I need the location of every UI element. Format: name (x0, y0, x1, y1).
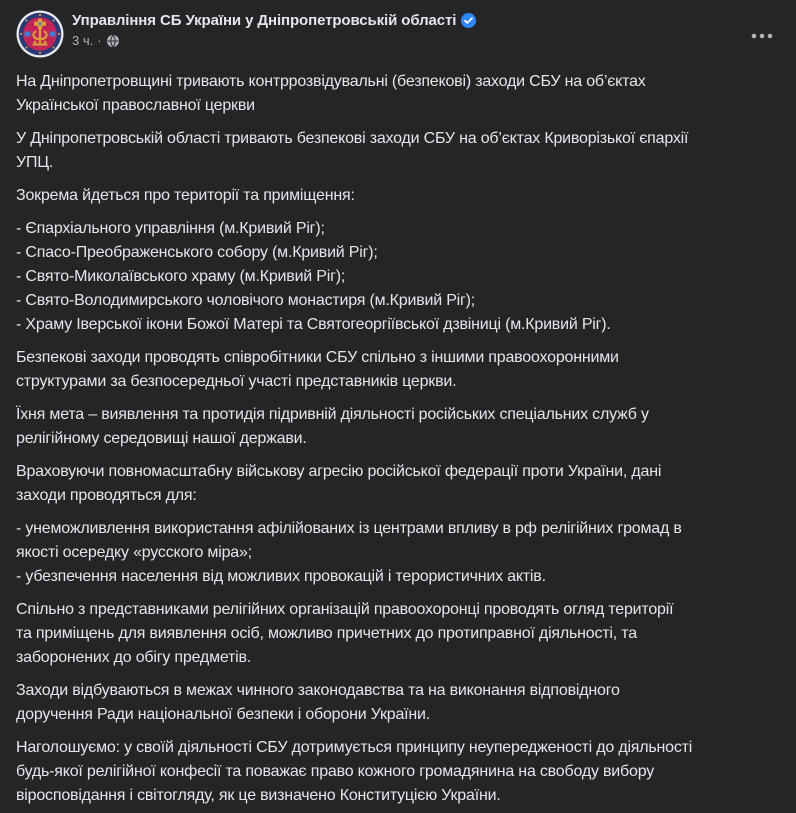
header-texts (72, 10, 476, 48)
sbu-dnipro-emblem-icon (17, 11, 64, 58)
post-paragraph (16, 517, 780, 589)
post-text-line: заборонених до обігу предметів. (16, 649, 252, 666)
post-text-line: - Свято-Миколаївського храму (м.Кривий Ріг); (16, 268, 346, 285)
globe-public-icon (107, 35, 119, 47)
post-text-line: Української православної церкви (16, 97, 255, 114)
page-name-link[interactable]: Управління СБ України у Дніпропетровській області (72, 12, 457, 29)
post-timestamp-link[interactable]: 3 ч. (72, 33, 94, 48)
post-text-line: На Дніпропетровщині тривають контррозвідувальні (безпекові) заходи СБУ на об’єктах (16, 73, 646, 90)
post-text-line: релігійному середовищі нашої держави. (16, 430, 307, 447)
post-paragraph (16, 403, 780, 451)
verified-badge-icon (461, 13, 476, 28)
post-paragraph (16, 460, 780, 508)
post-text-line: - Спасо-Преображенського собору (м.Кривий Ріг); (16, 244, 378, 261)
post-paragraph (16, 598, 780, 670)
post-text-line: Наголошуємо: у своїй діяльності СБУ дотримується принципу неупередженості до діяльності (16, 739, 693, 756)
name-row (72, 12, 476, 29)
post-text-line: - унеможливлення використання афілійованих із центрами впливу в рф релігійних громад в (16, 520, 682, 537)
post-meta-row (72, 33, 476, 48)
post-menu-button[interactable] (744, 22, 780, 50)
post-paragraph (16, 127, 780, 175)
post-text-line: будь-якої релігійної конфесії та поважає право кожного громадянина на свободу вибору (16, 763, 655, 780)
post-text-line: заходи проводяться для: (16, 487, 197, 504)
post-text-line: - Свято-Володимирського чоловічого монастиря (м.Кривий Ріг); (16, 292, 476, 309)
post-paragraph (16, 736, 780, 808)
post-header (0, 0, 796, 58)
post-text-line: Безпекові заходи проводять співробітники СБУ спільно з іншими правоохоронними (16, 349, 619, 366)
post-text-line: УПЦ. (16, 154, 54, 171)
post-text-line: - Храму Іверської ікони Божої Матері та Святогеоргіївської дзвіниці (м.Кривий Ріг). (16, 316, 611, 333)
post-text-line: - убезпечення населення від можливих провокацій і терористичних актів. (16, 568, 546, 585)
post-text-line: Зокрема йдеться про території та приміщення: (16, 187, 355, 204)
post-text-line: доручення Ради національної безпеки і оборони України. (16, 706, 431, 723)
post-text-line: та приміщень для виявлення осіб, можливо причетних до протиправної діяльності, та (16, 625, 637, 642)
post-paragraph (16, 184, 780, 208)
post-text-line: - Єпархіального управління (м.Кривий Ріг); (16, 220, 325, 237)
post-text-line: У Дніпропетровській області тривають безпекові заходи СБУ на об’єктах Криворізької єпархії (16, 130, 689, 147)
post-text (0, 58, 796, 813)
post-paragraph (16, 346, 780, 394)
post-text-line: Спільно з представниками релігійних організацій правоохоронці проводять огляд території (16, 601, 674, 618)
post-text-line: Їхня мета – виявлення та протидія підривній діяльності російських спеціальних служб у (16, 406, 649, 423)
ellipsis-menu-icon (751, 33, 773, 39)
meta-separator: · (97, 33, 102, 48)
post-text-line: Заходи відбуваються в межах чинного законодавства та на виконання відповідного (16, 682, 620, 699)
post-text-line: якості осередку «русского міра»; (16, 544, 252, 561)
post-paragraph (16, 679, 780, 727)
post-paragraph (16, 217, 780, 337)
post-text-line: віросповідання і світогляду, як це визначено Конституцією України. (16, 787, 501, 804)
page-avatar[interactable] (16, 10, 64, 58)
post-paragraph (16, 70, 780, 118)
post-text-line: структурами за безпосередньої участі представників церкви. (16, 373, 457, 390)
post-text-line: Враховуючи повномасштабну військову агресію російської федерації проти України, дані (16, 463, 662, 480)
